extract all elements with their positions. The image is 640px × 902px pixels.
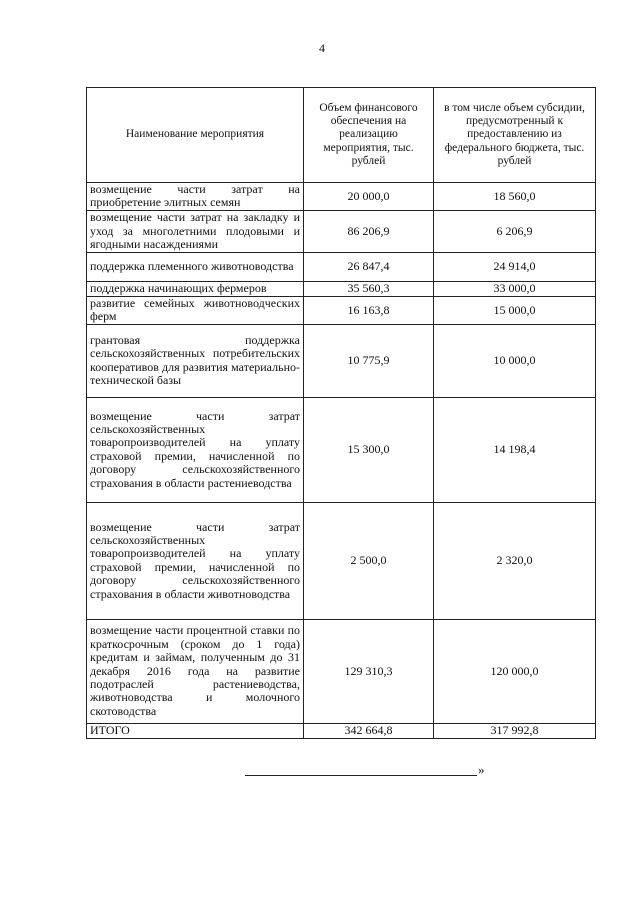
table-row (87, 296, 596, 324)
table-row (87, 281, 596, 296)
row-total: 2 500,0 (304, 502, 434, 619)
row-total: 20 000,0 (304, 183, 434, 211)
header-federal-subsidy: в том числе объем субсидии, предусмотренный к предоставлению из федерального бюджета, тыс. рублей (434, 88, 596, 183)
row-total: 35 560,3 (304, 281, 434, 296)
row-name: возмещение части затрат на закладку и уход за многолетними плодовыми и ягодными насаждениями (87, 210, 304, 252)
table-row (87, 252, 596, 281)
row-total: 86 206,9 (304, 210, 434, 252)
table-row (87, 210, 596, 252)
closing-quote: » (478, 762, 485, 777)
row-name: грантовая поддержка сельскохозяйственных потребительских кооперативов для развития материально-технической базы (87, 324, 304, 397)
total-label: ИТОГО (87, 723, 304, 738)
header-total-funding: Объем финансового обеспечения на реализацию мероприятия, тыс. рублей (304, 88, 434, 183)
closing-mark (245, 760, 495, 782)
row-federal: 14 198,4 (434, 397, 596, 502)
table-total-row (87, 723, 596, 738)
row-federal: 2 320,0 (434, 502, 596, 619)
table-row (87, 324, 596, 397)
row-name: развитие семейных животноводческих ферм (87, 296, 304, 324)
row-total: 10 775,9 (304, 324, 434, 397)
row-name: возмещение части затрат на приобретение элитных семян (87, 183, 304, 211)
row-name: возмещение части затрат сельскохозяйственных товаропроизводителей на уплату страховой премии, начисленной по договору сельскохозяйственного страхования в области растениеводства (87, 397, 304, 502)
table-row (87, 502, 596, 619)
row-federal: 33 000,0 (434, 281, 596, 296)
page-number: 4 (319, 41, 325, 55)
row-federal: 6 206,9 (434, 210, 596, 252)
table-row (87, 619, 596, 723)
total-sum: 342 664,8 (304, 723, 434, 738)
row-total: 15 300,0 (304, 397, 434, 502)
table-row (87, 183, 596, 211)
row-name: возмещение части затрат сельскохозяйственных товаропроизводителей на уплату страховой премии, начисленной по договору сельскохозяйственного страхования в области животноводства (87, 502, 304, 619)
row-federal: 24 914,0 (434, 252, 596, 281)
header-event-name: Наименование мероприятия (87, 88, 304, 183)
row-total: 129 310,3 (304, 619, 434, 723)
row-name: поддержка племенного животноводства (87, 252, 304, 281)
row-name: возмещение части процентной ставки по краткосрочным (сроком до 1 года) кредитам и займам, полученным до 31 декабря 2016 года на развитие подотраслей растениеводства, животноводства и молочного скотоводства (87, 619, 304, 723)
funding-table (86, 87, 596, 739)
row-name: поддержка начинающих фермеров (87, 281, 304, 296)
row-federal: 120 000,0 (434, 619, 596, 723)
row-federal: 18 560,0 (434, 183, 596, 211)
table-row (87, 397, 596, 502)
closing-underline (245, 775, 477, 776)
table-header-row (87, 88, 596, 183)
row-total: 26 847,4 (304, 252, 434, 281)
total-federal: 317 992,8 (434, 723, 596, 738)
row-federal: 10 000,0 (434, 324, 596, 397)
row-total: 16 163,8 (304, 296, 434, 324)
row-federal: 15 000,0 (434, 296, 596, 324)
